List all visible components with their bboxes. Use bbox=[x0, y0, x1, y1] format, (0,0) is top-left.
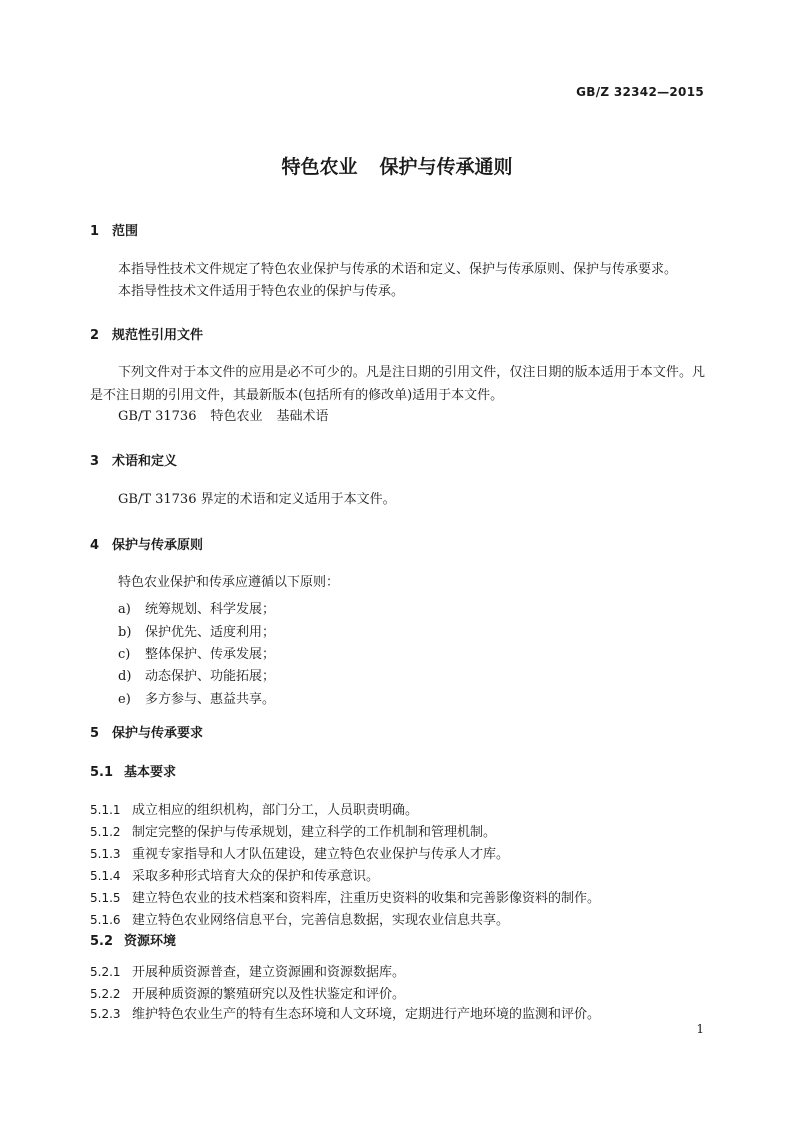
subsection-number: 5.1 bbox=[90, 765, 114, 780]
clause-number: 5.2.3 bbox=[90, 1007, 121, 1021]
clause-item bbox=[90, 865, 379, 884]
standard-number: GB/Z 32342—2015 bbox=[576, 85, 704, 99]
clause-item bbox=[90, 909, 509, 928]
subsection-number: 5.2 bbox=[90, 934, 114, 949]
section-3-heading bbox=[90, 450, 177, 469]
clause-text: 维护特色农业生产的特有生态环境和人文环境，定期进行产地环境的监测和评价。 bbox=[132, 1007, 601, 1022]
reference-code: GB/T 31736 bbox=[118, 409, 197, 424]
clause-text: 重视专家指导和人才队伍建设，建立特色农业保护与传承人才库。 bbox=[132, 847, 510, 862]
clause-text: 成立相应的组织机构，部门分工，人员职责明确。 bbox=[132, 803, 419, 818]
section-number: 4 bbox=[90, 538, 100, 553]
clause-text: 采取多种形式培育大众的保护和传承意识。 bbox=[132, 869, 380, 884]
title-part-2: 保护与传承通则 bbox=[379, 156, 513, 178]
title-part-1: 特色农业 bbox=[281, 156, 358, 178]
list-label: c) bbox=[118, 647, 131, 662]
clause-item bbox=[90, 961, 405, 980]
section-number: 3 bbox=[90, 454, 100, 469]
clause-text: 制定完整的保护与传承规划，建立科学的工作机制和管理机制。 bbox=[132, 825, 497, 840]
page-number: 1 bbox=[696, 1022, 704, 1036]
list-label: a) bbox=[118, 602, 131, 617]
section-4-intro: 特色农业保护和传承应遵循以下原则： bbox=[118, 575, 340, 590]
clause-item bbox=[90, 799, 418, 818]
normative-reference bbox=[118, 406, 329, 428]
section-4-heading bbox=[90, 534, 203, 553]
subsection-5-1-heading bbox=[90, 761, 176, 780]
clause-text: 开展种质资源的繁殖研究以及性状鉴定和评价。 bbox=[132, 987, 406, 1002]
clause-number: 5.1.3 bbox=[90, 847, 121, 861]
clause-item bbox=[90, 1003, 600, 1022]
clause-number: 5.1.2 bbox=[90, 825, 121, 839]
clause-item bbox=[90, 843, 509, 862]
section-3-paragraph: GB/T 31736 界定的术语和定义适用于本文件。 bbox=[118, 492, 396, 507]
clause-item bbox=[90, 821, 496, 840]
clause-number: 5.2.2 bbox=[90, 987, 121, 1001]
section-1-paragraph-1: 本指导性技术文件规定了特色农业保护与传承的术语和定义、保护与传承原则、保护与传承要求。 bbox=[118, 262, 678, 277]
clause-number: 5.2.1 bbox=[90, 965, 121, 979]
section-1-heading bbox=[90, 220, 138, 239]
clause-item bbox=[90, 983, 405, 1002]
section-title: 范围 bbox=[112, 224, 139, 239]
subsection-title: 资源环境 bbox=[124, 934, 177, 949]
list-text: 多方参与、惠益共享。 bbox=[145, 692, 276, 707]
section-2-paragraph: 下列文件对于本文件的应用是必不可少的。凡是注日期的引用文件，仅注日期的版本适用于本文件。凡是不注日期的引用文件，其最新版本(包括所有的修改单)适用于本文件。 bbox=[90, 365, 705, 403]
clause-text: 建立特色农业网络信息平台，完善信息数据，实现农业信息共享。 bbox=[132, 913, 510, 928]
clause-number: 5.1.5 bbox=[90, 891, 121, 905]
subsection-title: 基本要求 bbox=[124, 765, 177, 780]
clause-number: 5.1.1 bbox=[90, 803, 121, 817]
section-title: 保护与传承原则 bbox=[112, 538, 204, 553]
section-1-paragraph-2: 本指导性技术文件适用于特色农业的保护与传承。 bbox=[118, 284, 405, 299]
clause-text: 建立特色农业的技术档案和资料库，注重历史资料的收集和完善影像资料的制作。 bbox=[132, 891, 601, 906]
clause-number: 5.1.4 bbox=[90, 869, 121, 883]
section-title: 保护与传承要求 bbox=[112, 726, 204, 741]
clause-text: 开展种质资源普查，建立资源圃和资源数据库。 bbox=[132, 965, 406, 980]
section-number: 2 bbox=[90, 328, 100, 343]
section-title: 术语和定义 bbox=[112, 454, 178, 469]
section-5-heading bbox=[90, 722, 203, 741]
list-text: 统筹规划、科学发展； bbox=[145, 602, 276, 617]
list-item bbox=[118, 598, 275, 617]
reference-title-part-2: 基础术语 bbox=[276, 409, 329, 424]
list-item bbox=[118, 643, 275, 662]
section-2-heading bbox=[90, 324, 203, 343]
document-title bbox=[0, 152, 794, 179]
list-item bbox=[118, 688, 275, 707]
reference-title-part-1: 特色农业 bbox=[210, 409, 263, 424]
clause-item bbox=[90, 887, 600, 906]
section-number: 1 bbox=[90, 224, 100, 239]
list-text: 保护优先、适度利用； bbox=[145, 625, 276, 640]
list-label: e) bbox=[118, 692, 131, 707]
subsection-5-2-heading bbox=[90, 930, 176, 949]
list-text: 动态保护、功能拓展； bbox=[145, 669, 276, 684]
section-title: 规范性引用文件 bbox=[112, 328, 204, 343]
list-label: b) bbox=[118, 625, 132, 640]
clause-number: 5.1.6 bbox=[90, 913, 121, 927]
list-label: d) bbox=[118, 669, 132, 684]
section-number: 5 bbox=[90, 726, 100, 741]
list-item bbox=[118, 665, 275, 684]
list-item bbox=[118, 621, 275, 640]
list-text: 整体保护、传承发展； bbox=[145, 647, 276, 662]
